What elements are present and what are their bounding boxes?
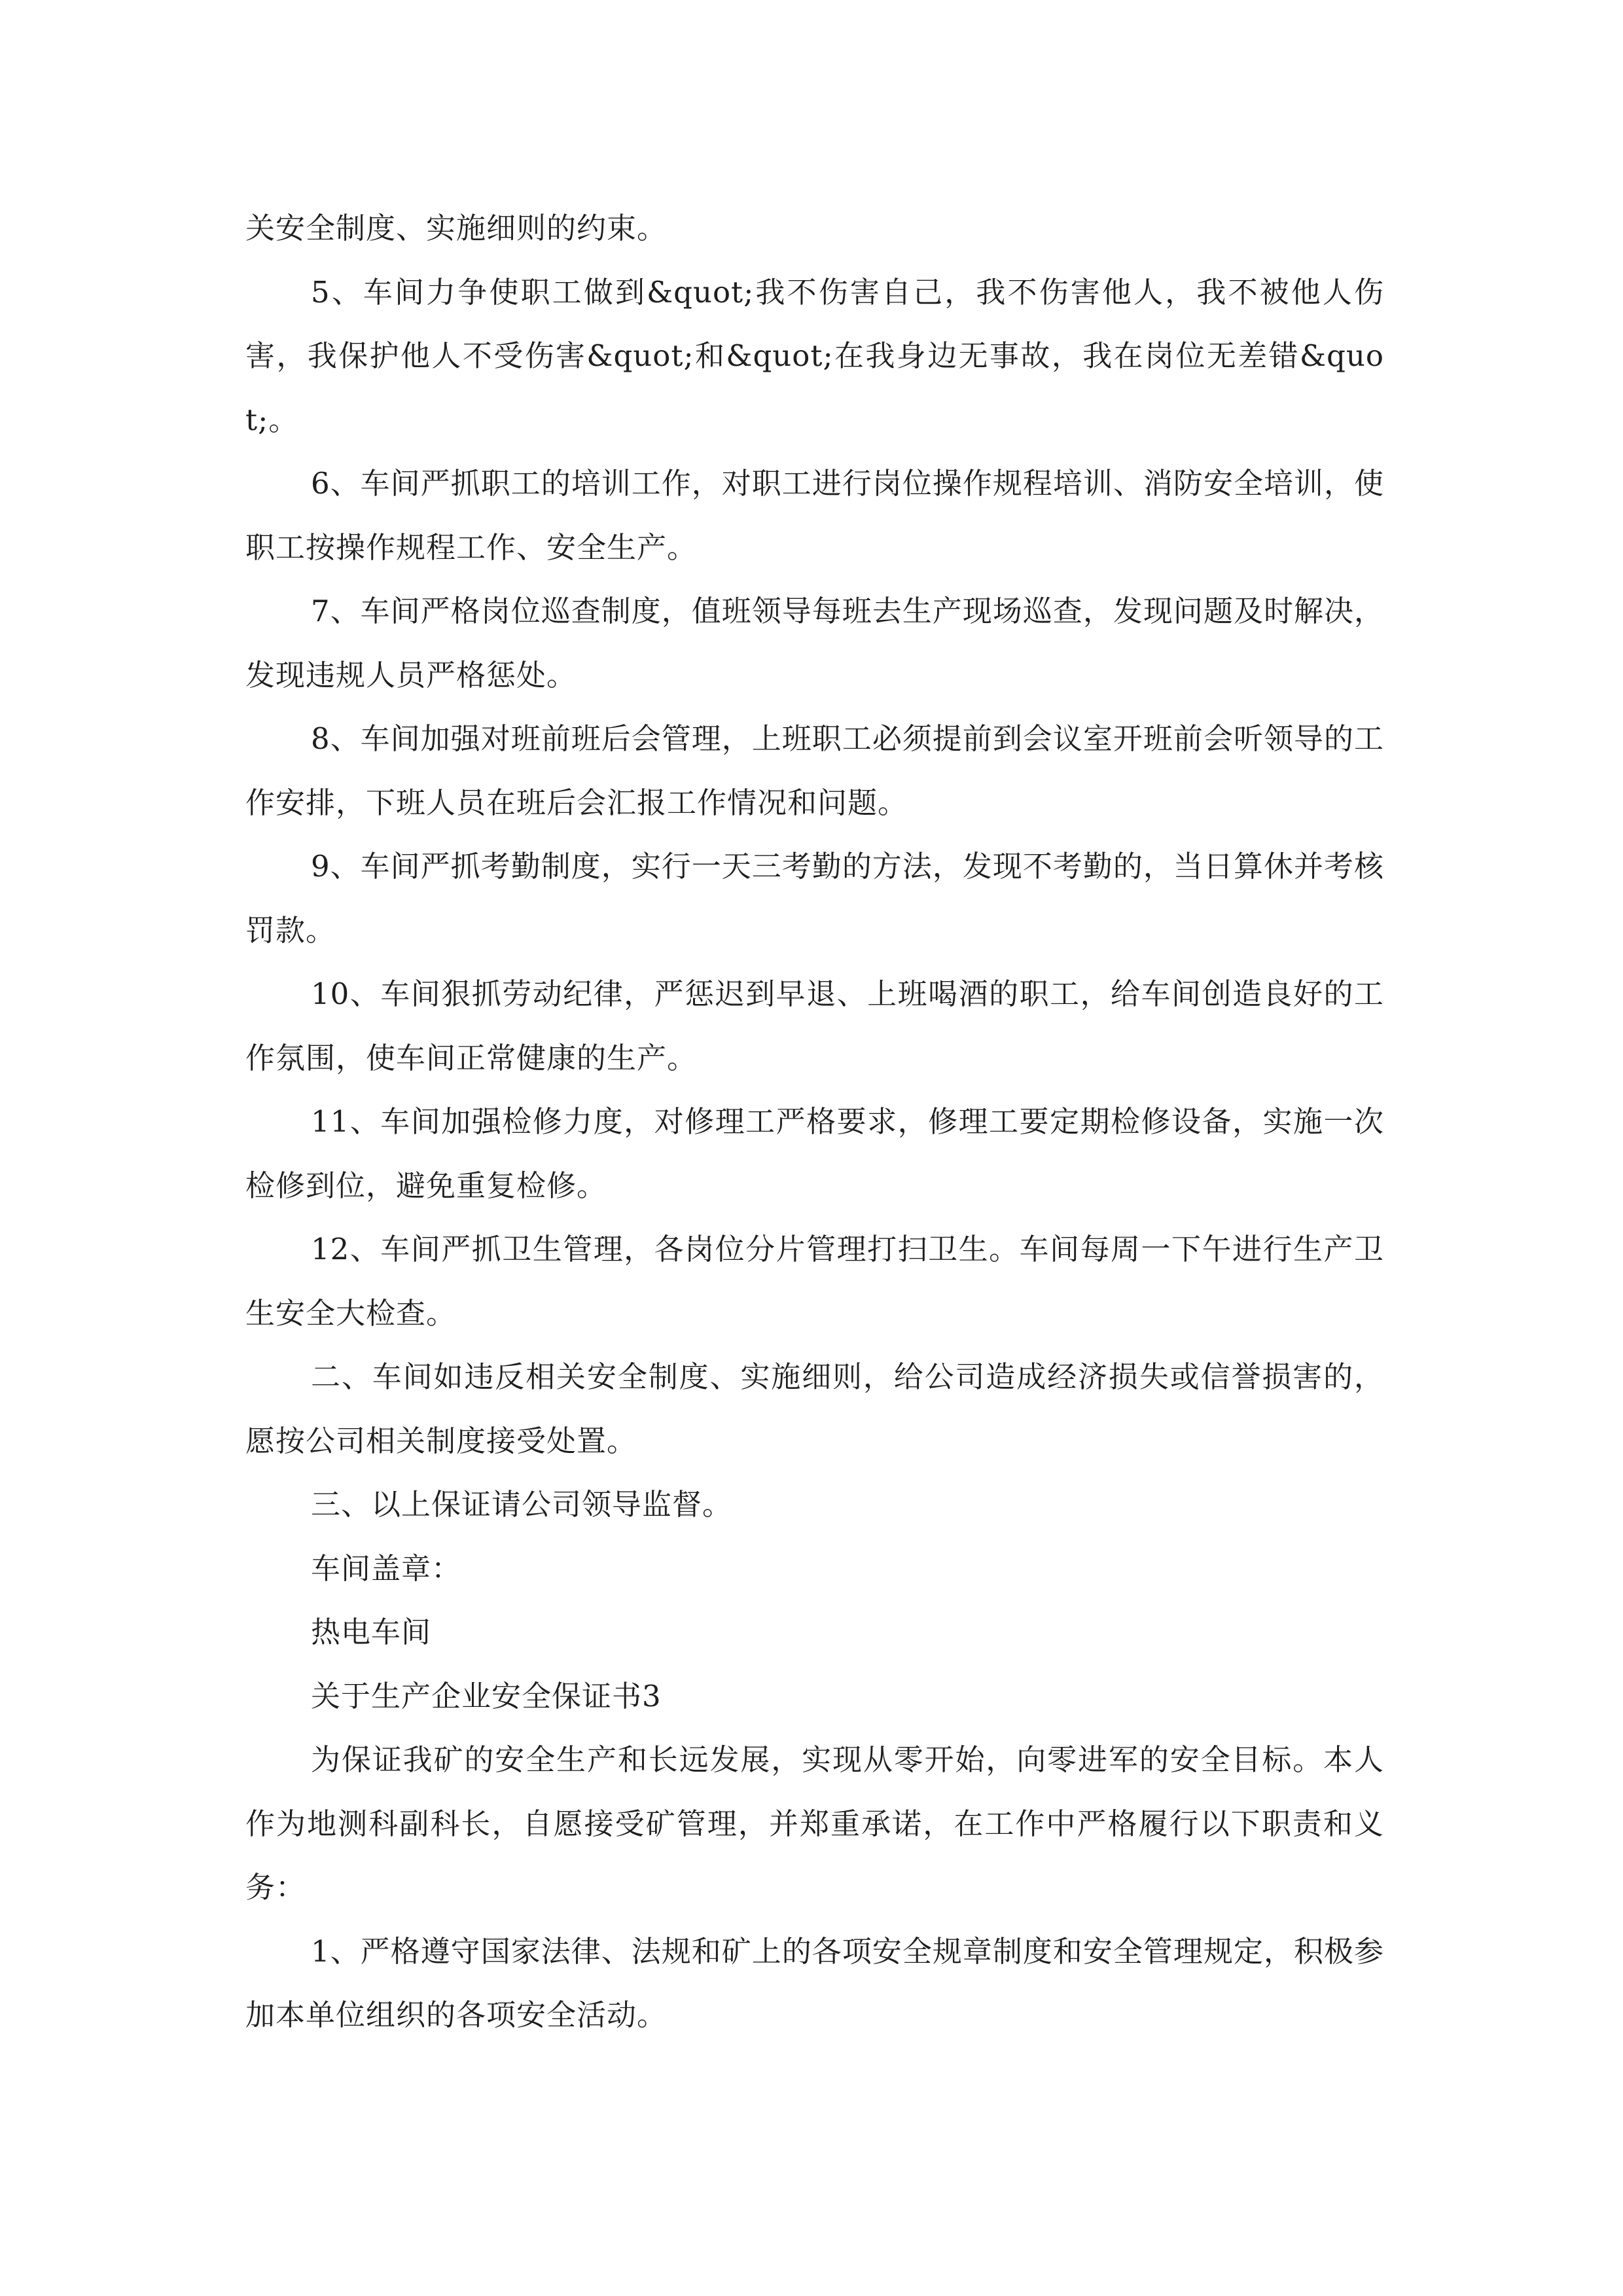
paragraph-item-11: 11、车间加强检修力度，对修理工严格要求，修理工要定期检修设备，实施一次检修到位，避免重复检修。 bbox=[245, 1104, 1384, 1203]
paragraph-item-8: 8、车间加强对班前班后会管理，上班职工必须提前到会议室开班前会听领导的工作安排，下班人员在班后会汇报工作情况和问题。 bbox=[245, 721, 1384, 820]
paragraph-duty-1: 1、严格遵守国家法律、法规和矿上的各项安全规章制度和安全管理规定，积极参加本单位组织的各项安全活动。 bbox=[245, 1933, 1384, 2032]
paragraph-item-6: 6、车间严抓职工的培训工作，对职工进行岗位操作规程培训、消防安全培训，使职工按操作规程工作、安全生产。 bbox=[245, 466, 1384, 565]
paragraph-item-12: 12、车间严抓卫生管理，各岗位分片管理打扫卫生。车间每周一下午进行生产卫生安全大检查。 bbox=[245, 1232, 1384, 1331]
paragraph-1: 关安全制度、实施细则的约束。 bbox=[245, 211, 668, 245]
signature-workshop: 热电车间 bbox=[311, 1615, 432, 1649]
paragraph-item-10: 10、车间狠抓劳动纪律，严惩迟到早退、上班喝酒的职工，给车间创造良好的工作氛围，使车间正常健康的生产。 bbox=[245, 977, 1384, 1075]
paragraph-item-5: 5、车间力争使职工做到&quot;我不伤害自己，我不伤害他人，我不被他人伤害，我保护他人不受伤害&quot;和&quot;在我身边无事故，我在岗位无差错&quot;。 bbox=[245, 274, 1384, 437]
seal-label: 车间盖章： bbox=[311, 1551, 462, 1586]
paragraph-item-7: 7、车间严格岗位巡查制度，值班领导每班去生产现场巡查，发现问题及时解决，发现违规人员严格惩处。 bbox=[245, 594, 1384, 692]
paragraph-intro: 为保证我矿的安全生产和长远发展，实现从零开始，向零进军的安全目标。本人作为地测科副科长，自愿接受矿管理，并郑重承诺，在工作中严格履行以下职责和义务： bbox=[245, 1742, 1384, 1905]
document-body bbox=[245, 196, 1384, 2047]
section-heading: 关于生产企业安全保证书3 bbox=[311, 1678, 662, 1713]
paragraph-item-9: 9、车间严抓考勤制度，实行一天三考勤的方法，发现不考勤的，当日算休并考核罚款。 bbox=[245, 849, 1384, 948]
paragraph-section-3: 三、以上保证请公司领导监督。 bbox=[311, 1487, 733, 1522]
paragraph-section-2: 二、车间如违反相关安全制度、实施细则，给公司造成经济损失或信誉损害的，愿按公司相关制度接受处置。 bbox=[245, 1359, 1384, 1458]
